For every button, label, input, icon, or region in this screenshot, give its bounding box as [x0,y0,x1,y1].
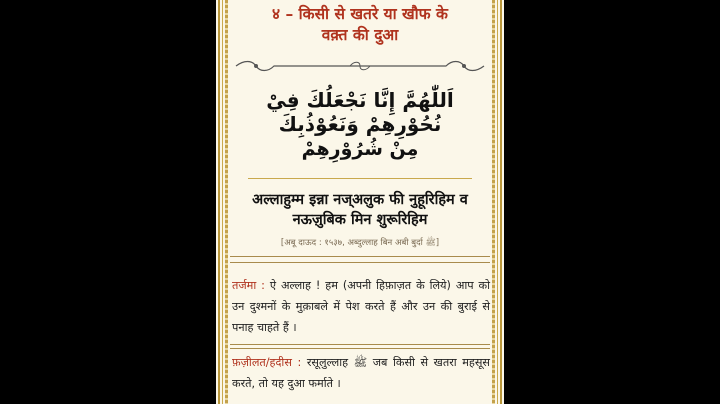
virtue-text: रसूलुल्लाह ﷺ जब किसी से खतरा महसूस करते, तो यह दुआ फर्माते । [232,356,490,390]
ornamental-divider-icon [234,58,486,74]
rope-border-right [492,0,495,404]
dua-arabic-line2: مِنْ شُرُوْرِهِمْ [301,138,419,160]
dua-title-line1: ४ – किसी से खतरे या खौफ के [272,5,448,23]
document-page [216,0,504,404]
rule-mid-2 [230,348,490,349]
rule-mid-1 [230,344,490,345]
rule-top-1 [230,256,490,257]
section-divider [248,178,472,179]
translation-text: ऐ अल्लाह ! हम (अपनी हिफ़ाज़त के लिये) आप को उन दुश्मनों के मुक़ाबले में पेश करते हैं और उन की बुराई से पनाह चाहते हैं । [232,279,491,334]
dua-transliteration-line2: नऊज़ुबिक मिन शुरूरिहिम [292,212,428,228]
virtue-paragraph [232,352,490,394]
dua-title-line2: वक़्त की दुआ [321,26,399,44]
dua-title [230,4,490,46]
dua-transliteration-line1: अल्लाहुम्म इन्ना नज्अलुक फी नुहूरिहिम व [252,192,468,208]
dua-source-reference: [अबू दाऊद : १५३७, अब्दुल्लाह बिन अबी बुर्दा ﷺ] [280,238,440,248]
dua-arabic-line1: اَللّٰهُمَّ إِنَّا نَجْعَلُكَ فِيْ نُحُوْرِهِمْ وَنَعُوْذُبِكَ [266,88,454,136]
dua-transliteration [230,190,490,230]
rope-border-left [225,0,228,404]
rule-top-2 [230,262,490,263]
page-content [230,0,490,404]
translation-paragraph [232,275,490,338]
translation-label: तर्जमा : [232,279,265,292]
virtue-label: फ़ज़ीलत/हदीस : [232,356,302,369]
